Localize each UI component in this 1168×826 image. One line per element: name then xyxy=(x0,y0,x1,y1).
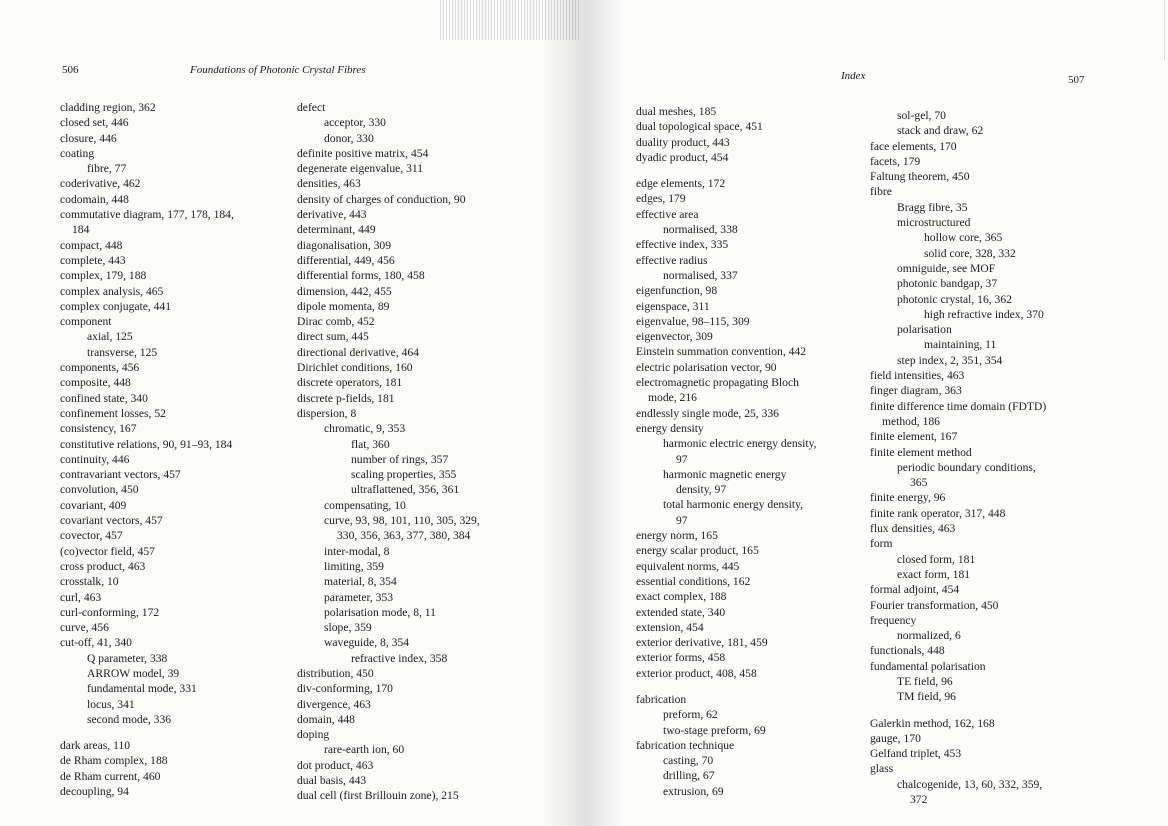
index-entry: transverse, 125 xyxy=(87,345,158,359)
index-entry: complex conjugate, 441 xyxy=(60,299,172,313)
index-entry: directional derivative, 464 xyxy=(297,345,420,359)
index-entry: definite positive matrix, 454 xyxy=(297,146,429,160)
index-entry: omniguide, see MOF xyxy=(897,261,996,275)
index-entry: dispersion, 8 xyxy=(297,406,357,420)
index-entry: energy density xyxy=(636,421,704,435)
index-entry: covector, 457 xyxy=(60,529,123,543)
index-entry: finger diagram, 363 xyxy=(870,384,962,398)
page-number: 507 xyxy=(1068,74,1085,86)
index-entry: locus, 341 xyxy=(87,697,135,711)
index-entry: edges, 179 xyxy=(636,192,686,206)
index-entry: complex analysis, 465 xyxy=(60,284,164,298)
index-entry: complete, 443 xyxy=(60,253,126,267)
index-entry: dual topological space, 451 xyxy=(636,120,763,134)
index-entry: doping xyxy=(297,728,330,742)
index-entry: eigenfunction, 98 xyxy=(636,284,718,298)
index-entry: differential, 449, 456 xyxy=(297,253,395,267)
index-entry: curl-conforming, 172 xyxy=(60,605,160,619)
index-entry: essential conditions, 162 xyxy=(636,574,751,588)
index-entry: composite, 448 xyxy=(60,376,131,390)
index-entry: exterior product, 408, 458 xyxy=(636,666,757,680)
index-entry: rare-earth ion, 60 xyxy=(324,743,405,757)
index-entry: donor, 330 xyxy=(324,131,374,145)
index-entry: 330, 356, 363, 377, 380, 384 xyxy=(337,529,471,543)
index-entry: Bragg fibre, 35 xyxy=(897,200,968,214)
gutter-shadow xyxy=(544,0,584,826)
index-entry: confinement losses, 52 xyxy=(60,406,166,420)
index-entry: chromatic, 9, 353 xyxy=(324,422,406,436)
index-entry: Fourier transformation, 450 xyxy=(870,598,999,612)
index-entry: gauge, 170 xyxy=(870,731,921,745)
index-entry: equivalent norms, 445 xyxy=(636,559,740,573)
index-entry: TE field, 96 xyxy=(897,674,953,688)
index-entry: polarisation mode, 8, 11 xyxy=(324,605,436,619)
index-entry: effective area xyxy=(636,207,699,221)
index-column-2 xyxy=(870,108,1046,807)
index-entry: fundamental mode, 331 xyxy=(87,682,197,696)
index-entry: solid core, 328, 332 xyxy=(924,246,1016,260)
index-entry: fibre xyxy=(870,185,892,199)
index-entry: Galerkin method, 162, 168 xyxy=(870,716,995,730)
index-entry: components, 456 xyxy=(60,361,140,375)
index-entry: photonic crystal, 16, 362 xyxy=(897,292,1012,306)
index-entry: edge elements, 172 xyxy=(636,177,726,191)
index-entry: domain, 448 xyxy=(297,712,355,726)
entry-gap xyxy=(636,681,817,692)
index-entry: formal adjoint, 454 xyxy=(870,583,960,597)
index-entry: dark areas, 110 xyxy=(60,739,131,753)
index-entry: hollow core, 365 xyxy=(924,231,1003,245)
index-entry: distribution, 450 xyxy=(297,666,374,680)
index-entry: curve, 93, 98, 101, 110, 305, 329, xyxy=(324,514,480,528)
index-entry: consistency, 167 xyxy=(60,422,137,436)
index-entry: ARROW model, 39 xyxy=(87,666,180,680)
index-entry: chalcogenide, 13, 60, 332, 359, xyxy=(897,777,1043,791)
index-entry: flux densities, 463 xyxy=(870,522,956,536)
index-entry: density of charges of conduction, 90 xyxy=(297,192,466,206)
index-entry: de Rham current, 460 xyxy=(60,769,161,783)
index-entry: waveguide, 8, 354 xyxy=(324,636,410,650)
index-entry: 184 xyxy=(72,223,90,237)
index-entry: compact, 448 xyxy=(60,238,123,252)
index-entry: material, 8, 354 xyxy=(324,575,397,589)
index-entry: commutative diagram, 177, 178, 184, xyxy=(60,208,234,222)
index-entry: densities, 463 xyxy=(297,177,361,191)
index-entry: continuity, 446 xyxy=(60,452,130,466)
index-entry: stack and draw, 62 xyxy=(897,124,984,138)
index-entry: facets, 179 xyxy=(870,154,921,168)
index-entry: determinant, 449 xyxy=(297,223,376,237)
index-entry: field intensities, 463 xyxy=(870,369,965,383)
index-entry: high refractive index, 370 xyxy=(924,307,1044,321)
index-entry: finite difference time domain (FDTD) xyxy=(870,399,1047,413)
index-entry: dual meshes, 185 xyxy=(636,105,717,118)
index-entry: drilling, 67 xyxy=(663,769,715,783)
index-entry: 372 xyxy=(910,793,928,807)
index-entry: cross product, 463 xyxy=(60,559,146,573)
index-entry: fabrication xyxy=(636,692,687,706)
index-entry: codomain, 448 xyxy=(60,192,129,206)
index-entry: exact form, 181 xyxy=(897,567,971,581)
index-entry: decoupling, 94 xyxy=(60,785,129,799)
index-entry: finite element method xyxy=(870,445,972,459)
index-entry: normalised, 337 xyxy=(663,268,738,282)
index-entry: compensating, 10 xyxy=(324,498,406,512)
index-entry: dyadic product, 454 xyxy=(636,150,729,164)
index-entry: defect xyxy=(297,101,326,114)
index-entry: energy scalar product, 165 xyxy=(636,544,759,558)
index-entry: ultraflattened, 356, 361 xyxy=(351,483,460,497)
right-page xyxy=(584,0,1168,826)
index-entry: fibre, 77 xyxy=(87,162,127,176)
index-entry: Dirichlet conditions, 160 xyxy=(297,361,413,375)
index-entry: number of rings, 357 xyxy=(351,452,449,466)
index-entry: eigenvector, 309 xyxy=(636,330,713,344)
index-entry: photonic bandgap, 37 xyxy=(897,277,998,291)
index-entry: curl, 463 xyxy=(60,590,102,604)
index-entry: face elements, 170 xyxy=(870,139,957,153)
index-entry: 97 xyxy=(676,452,688,466)
index-entry: diagonalisation, 309 xyxy=(297,238,392,252)
index-entry: sol-gel, 70 xyxy=(897,109,946,122)
index-entry: harmonic electric energy density, xyxy=(663,437,817,451)
index-entry: glass xyxy=(870,762,894,776)
index-entry: energy norm, 165 xyxy=(636,529,718,543)
index-entry: dual cell (first Brillouin zone), 215 xyxy=(297,789,459,803)
index-entry: eigenspace, 311 xyxy=(636,299,710,313)
index-entry: dipole momenta, 89 xyxy=(297,299,390,313)
index-entry: Faltung theorem, 450 xyxy=(870,170,970,184)
index-entry: cut-off, 41, 340 xyxy=(60,636,132,650)
index-entry: 97 xyxy=(676,513,688,527)
index-entry: TM field, 96 xyxy=(897,690,956,704)
index-entry: Dirac comb, 452 xyxy=(297,315,375,329)
index-entry: contravariant vectors, 457 xyxy=(60,468,181,482)
index-entry: constitutive relations, 90, 91–93, 184 xyxy=(60,437,233,451)
index-entry: degenerate eigenvalue, 311 xyxy=(297,162,424,176)
index-entry: periodic boundary conditions, xyxy=(897,460,1036,474)
entry-gap xyxy=(636,165,817,176)
index-entry: Gelfand triplet, 453 xyxy=(870,747,962,761)
index-entry: covariant vectors, 457 xyxy=(60,514,163,528)
index-entry: 365 xyxy=(910,476,928,490)
index-entry: limiting, 359 xyxy=(324,559,384,573)
index-entry: coating xyxy=(60,146,95,160)
index-entry: electromagnetic propagating Bloch xyxy=(636,376,799,390)
index-column-1 xyxy=(636,104,817,799)
index-entry: endlessly single mode, 25, 336 xyxy=(636,406,779,420)
index-entry: div-conforming, 170 xyxy=(297,682,393,696)
index-entry: total harmonic energy density, xyxy=(663,498,804,512)
index-entry: exact complex, 188 xyxy=(636,590,727,604)
index-entry: discrete p-fields, 181 xyxy=(297,391,395,405)
index-entry: preform, 62 xyxy=(663,708,718,722)
index-entry: divergence, 463 xyxy=(297,697,371,711)
index-entry: finite element, 167 xyxy=(870,430,958,444)
index-entry: Einstein summation convention, 442 xyxy=(636,345,807,359)
index-entry: direct sum, 445 xyxy=(297,330,369,344)
index-entry: functionals, 448 xyxy=(870,644,945,658)
running-title: Index xyxy=(841,70,866,82)
page-edge xyxy=(1164,0,1165,60)
index-entry: axial, 125 xyxy=(87,330,133,344)
index-entry: effective radius xyxy=(636,253,708,267)
index-entry: exterior forms, 458 xyxy=(636,651,726,665)
index-entry: flat, 360 xyxy=(351,437,390,451)
index-entry: casting, 70 xyxy=(663,754,714,768)
index-entry: differential forms, 180, 458 xyxy=(297,269,425,283)
index-entry: inter-modal, 8 xyxy=(324,544,390,558)
index-entry: extended state, 340 xyxy=(636,605,726,619)
index-entry: method, 186 xyxy=(882,414,940,428)
index-entry: closed form, 181 xyxy=(897,552,976,566)
entry-gap xyxy=(60,727,234,738)
index-entry: component xyxy=(60,315,112,329)
index-entry: frequency xyxy=(870,613,917,627)
index-entry: acceptor, 330 xyxy=(324,116,386,130)
index-entry: curve, 456 xyxy=(60,621,109,635)
index-entry: normalized, 6 xyxy=(897,629,961,643)
index-entry: discrete operators, 181 xyxy=(297,376,403,390)
index-entry: maintaining, 11 xyxy=(924,338,997,352)
index-entry: scaling properties, 355 xyxy=(351,468,457,482)
index-entry: eigenvalue, 98–115, 309 xyxy=(636,314,750,328)
index-entry: fabrication technique xyxy=(636,738,735,752)
index-entry: parameter, 353 xyxy=(324,590,394,604)
index-entry: complex, 179, 188 xyxy=(60,269,147,283)
index-entry: second mode, 336 xyxy=(87,712,172,726)
index-entry: coderivative, 462 xyxy=(60,177,141,191)
index-entry: closure, 446 xyxy=(60,131,117,145)
index-entry: density, 97 xyxy=(676,483,727,497)
index-entry: dot product, 463 xyxy=(297,758,374,772)
index-entry: de Rham complex, 188 xyxy=(60,754,168,768)
index-column-2 xyxy=(297,100,480,804)
index-entry: extension, 454 xyxy=(636,620,704,634)
index-entry: exterior derivative, 181, 459 xyxy=(636,636,768,650)
page-number: 506 xyxy=(62,64,79,76)
index-entry: polarisation xyxy=(897,323,952,337)
index-column-1 xyxy=(60,100,234,799)
index-entry: crosstalk, 10 xyxy=(60,575,119,589)
index-entry: cladding region, 362 xyxy=(60,101,156,114)
index-entry: extrusion, 69 xyxy=(663,784,724,798)
index-entry: dual basis, 443 xyxy=(297,774,367,788)
index-entry: covariant, 409 xyxy=(60,498,127,512)
index-entry: duality product, 443 xyxy=(636,135,730,149)
index-entry: closed set, 446 xyxy=(60,116,129,130)
index-entry: derivative, 443 xyxy=(297,208,367,222)
index-entry: two-stage preform, 69 xyxy=(663,723,766,737)
running-title: Foundations of Photonic Crystal Fibres xyxy=(190,64,366,76)
index-entry: finite energy, 96 xyxy=(870,491,946,505)
index-entry: slope, 359 xyxy=(324,621,372,635)
index-entry: harmonic magnetic energy xyxy=(663,467,787,481)
index-entry: normalised, 338 xyxy=(663,223,738,237)
index-entry: mode, 216 xyxy=(648,391,697,405)
index-entry: form xyxy=(870,537,893,551)
gutter-shadow xyxy=(584,0,624,826)
index-entry: (co)vector field, 457 xyxy=(60,544,155,558)
entry-gap xyxy=(870,705,1046,716)
index-entry: Q parameter, 338 xyxy=(87,651,168,665)
index-entry: step index, 2, 351, 354 xyxy=(897,353,1003,367)
index-entry: convolution, 450 xyxy=(60,483,139,497)
index-entry: finite rank operator, 317, 448 xyxy=(870,506,1006,520)
index-entry: confined state, 340 xyxy=(60,391,148,405)
index-entry: refractive index, 358 xyxy=(351,651,448,665)
index-entry: effective index, 335 xyxy=(636,238,729,252)
index-entry: fundamental polarisation xyxy=(870,659,986,673)
index-entry: dimension, 442, 455 xyxy=(297,284,392,298)
index-entry: electric polarisation vector, 90 xyxy=(636,360,777,374)
index-entry: microstructured xyxy=(897,216,971,230)
